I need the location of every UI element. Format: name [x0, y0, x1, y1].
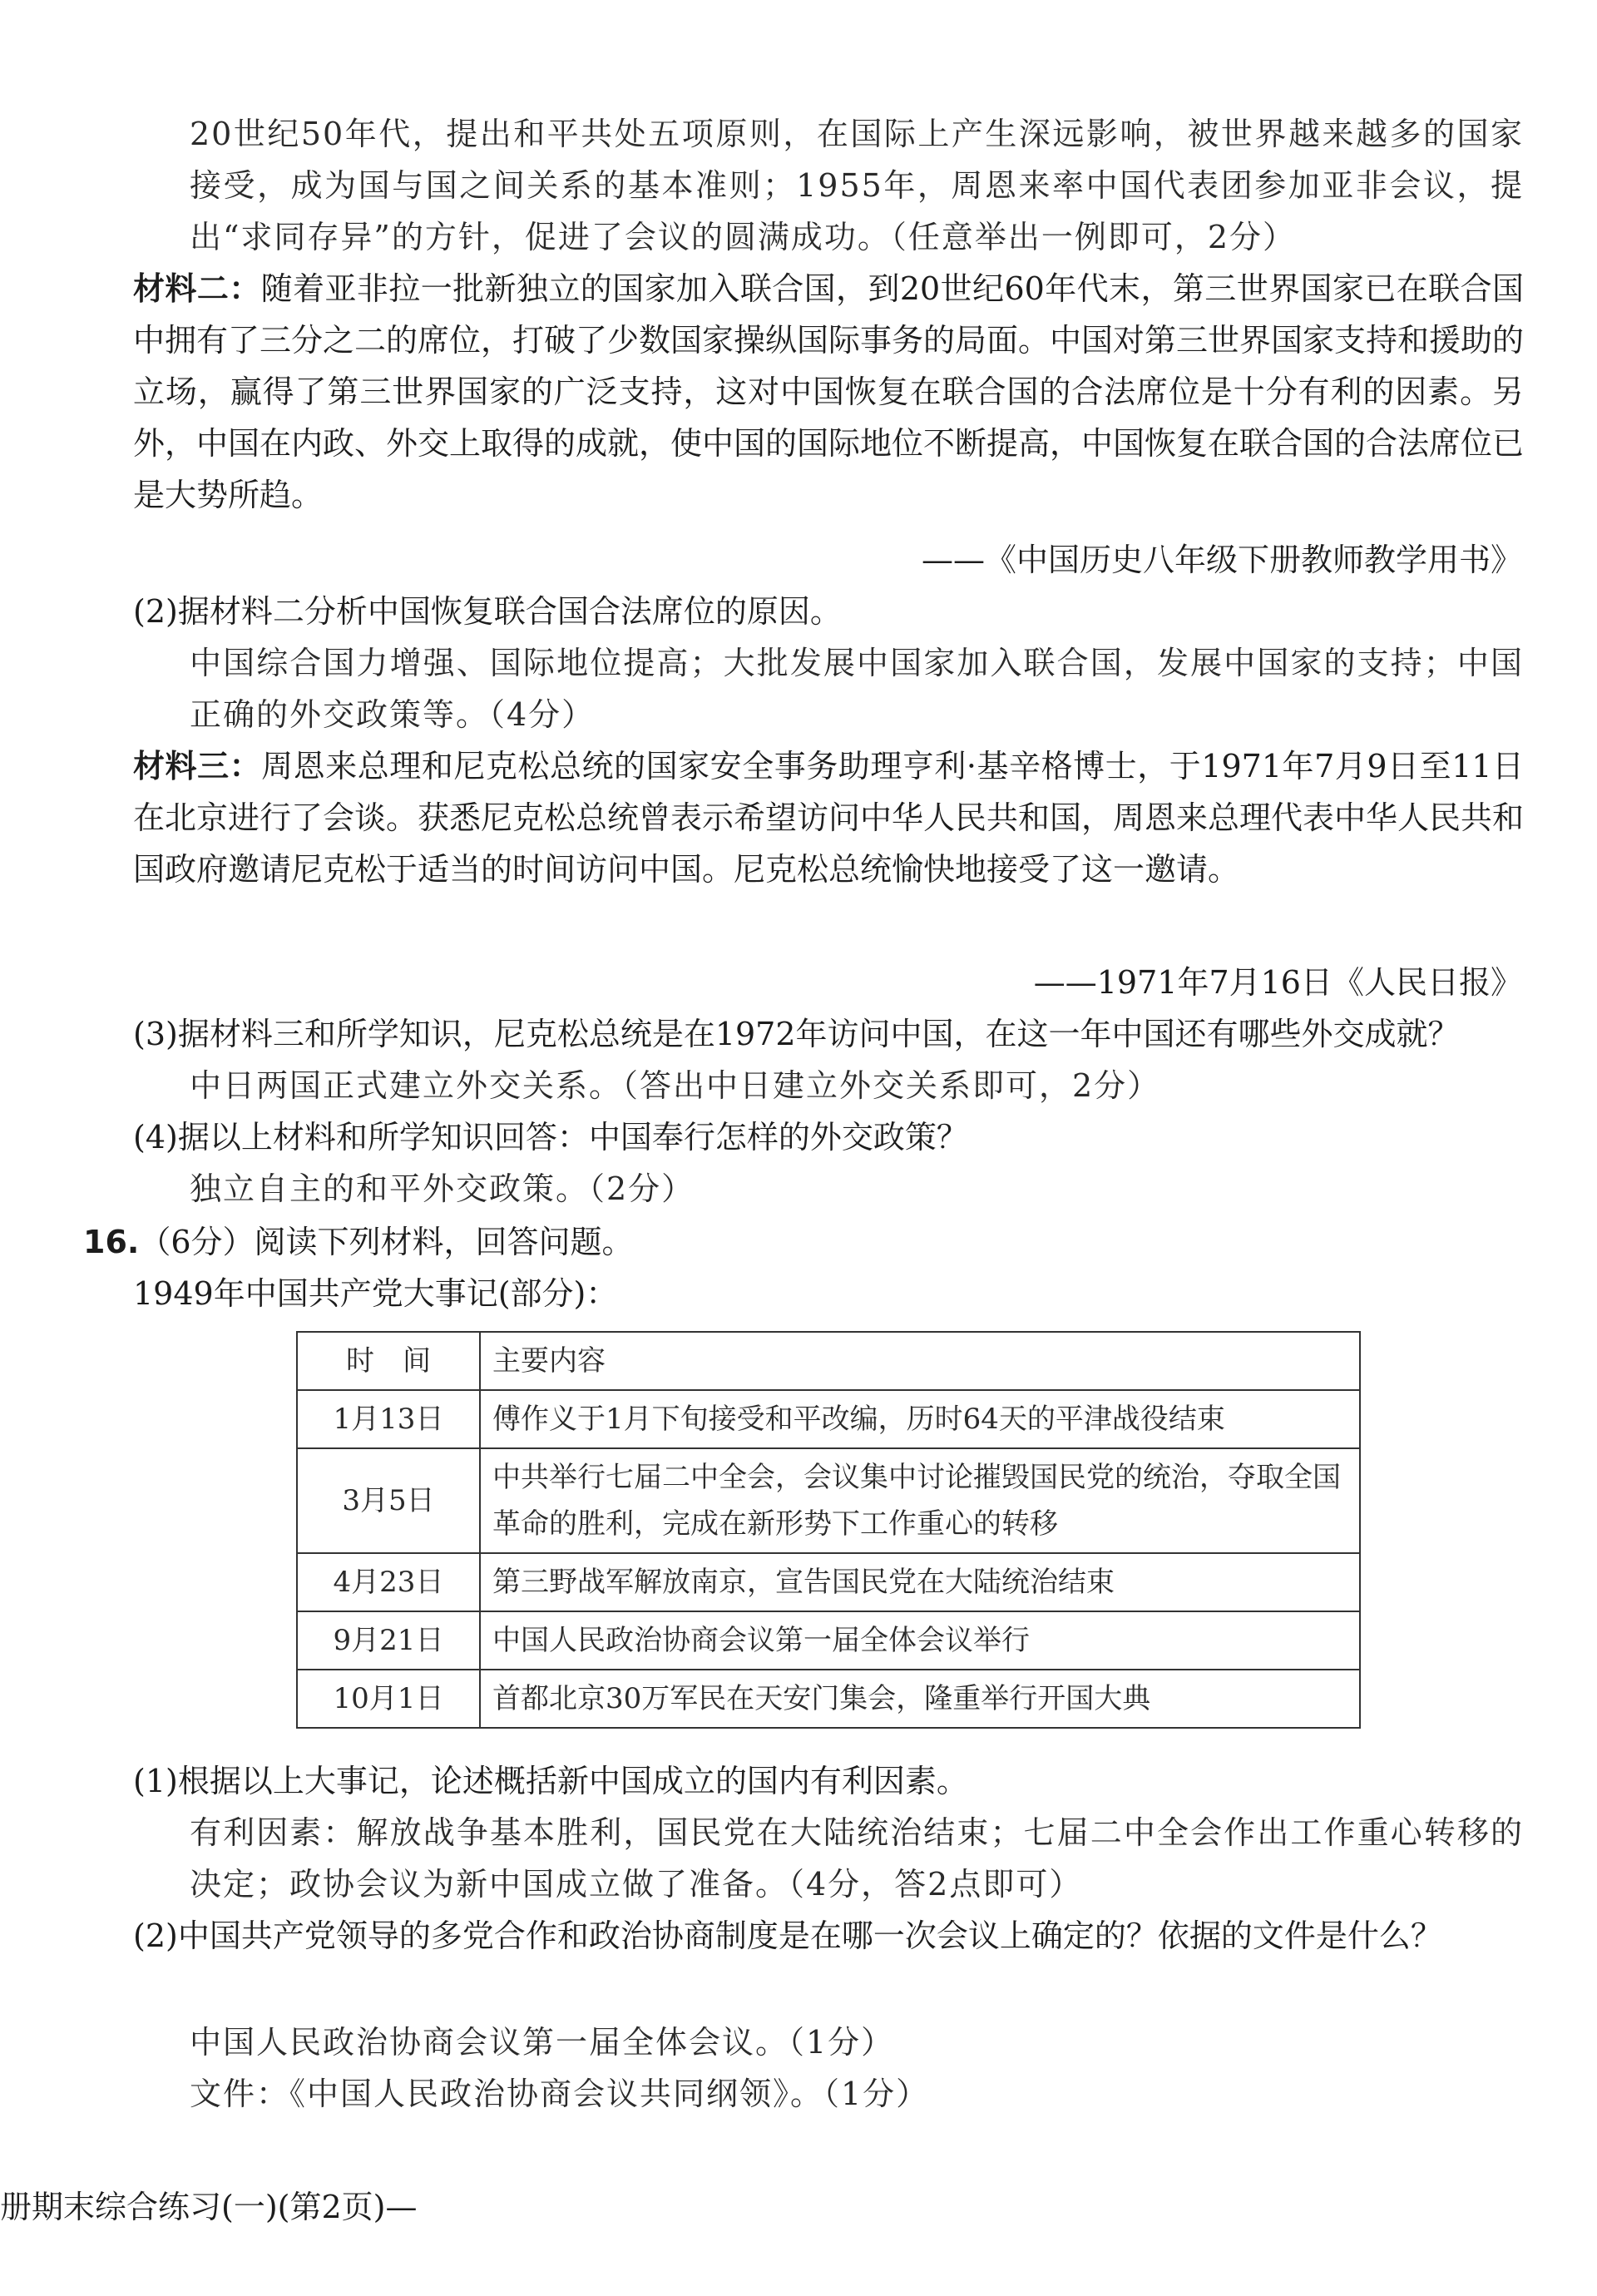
q16-stem — [83, 1216, 1524, 1268]
table-cell-date: 4月23日 — [297, 1553, 480, 1611]
table-cell-content: 中共举行七届二中全会，会议集中讨论摧毁国民党的统治，夺取全国革命的胜利，完成在新形势下工作重心的转移 — [480, 1448, 1360, 1553]
table-cell-content: 第三野战军解放南京，宣告国民党在大陆统治结束 — [480, 1553, 1360, 1611]
q16-answer2a: 中国人民政治协商会议第一届全体会议。（1分） — [190, 2024, 895, 2061]
material2-text: 随着亚非拉一批新独立的国家加入联合国，到20世纪60年代末，第三世界国家已在联合国中拥有了三分之二的席位，打破了少数国家操纵国际事务的局面。中国对第三世界国家支持和援助的立场，赢得了第三世界国家的广泛支持，这对中国恢复在联合国的合法席位是十分有利的因素。另外，中国在内政、外交上取得的成就，使中国的国际地位不断提高，中国恢复在联合国的合法席位已是大势所趋。 — [133, 270, 1525, 513]
q16-intro: 1949年中国共产党大事记(部分)： — [133, 1275, 618, 1312]
table-row — [297, 1670, 1360, 1728]
q16-question2: (2)中国共产党领导的多党合作和政治协商制度是在哪一次会议上确定的？依据的文件是什么？ — [133, 1917, 1442, 1954]
material3-source: ——1971年7月16日《人民日报》 — [1033, 964, 1522, 1001]
material2 — [133, 263, 1524, 521]
page-footer: 册期末综合练习(一)(第2页)— — [0, 2189, 418, 2225]
table-header-row — [297, 1332, 1360, 1390]
table-row — [297, 1448, 1360, 1553]
q15-answer3: 中日两国正式建立外交关系。（答出中日建立外交关系即可，2分） — [190, 1067, 1161, 1104]
q15-question2: (2)据材料二分析中国恢复联合国合法席位的原因。 — [133, 593, 842, 630]
q16-answer2b: 文件：《中国人民政治协商会议共同纲领》。（1分） — [190, 2076, 930, 2112]
material2-source: ——《中国历史八年级下册教师教学用书》 — [921, 542, 1522, 578]
events-table — [296, 1331, 1361, 1729]
q15-answer1: 20世纪50年代，提出和平共处五项原则，在国际上产生深远影响，被世界越来越多的国家接受，成为国与国之间关系的基本准则；1955年，周恩来率中国代表团参加亚非会议，提出“求同存异”的方针，促进了会议的圆满成功。（任意举出一例即可，2分） — [190, 116, 1524, 255]
q15-answer2: 中国综合国力增强、国际地位提高；大批发展中国家加入联合国，发展中国家的支持；中国正确的外交政策等。（4分） — [190, 645, 1524, 733]
q16-number: 16. — [83, 1224, 140, 1260]
table-row — [297, 1390, 1360, 1448]
q15-answer4: 独立自主的和平外交政策。（2分） — [190, 1170, 695, 1207]
q16-stem-text: （6分）阅读下列材料，回答问题。 — [139, 1224, 634, 1260]
table-cell-content: 傅作义于1月下旬接受和平改编，历时64天的平津战役结束 — [480, 1390, 1360, 1448]
q15-question3: (3)据材料三和所学知识，尼克松总统是在1972年访问中国，在这一年中国还有哪些外交成就？ — [133, 1016, 1460, 1052]
table-header-content: 主要内容 — [480, 1332, 1360, 1390]
table-cell-date: 10月1日 — [297, 1670, 480, 1728]
table-header-time: 时 间 — [297, 1332, 480, 1390]
table-cell-date: 1月13日 — [297, 1390, 480, 1448]
table-cell-date: 9月21日 — [297, 1611, 480, 1670]
material2-label: 材料二： — [133, 270, 261, 307]
q16-answer1: 有利因素：解放战争基本胜利，国民党在大陆统治结束；七届二中全会作出工作重心转移的决定；政协会议为新中国成立做了准备。（4分，答2点即可） — [190, 1814, 1524, 1903]
table-cell-content: 中国人民政治协商会议第一届全体会议举行 — [480, 1611, 1360, 1670]
material3-label: 材料三： — [133, 748, 262, 784]
table-cell-date: 3月5日 — [297, 1448, 480, 1553]
q15-question4: (4)据以上材料和所学知识回答：中国奉行怎样的外交政策？ — [133, 1119, 968, 1155]
table-row — [297, 1611, 1360, 1670]
material3-text: 周恩来总理和尼克松总统的国家安全事务助理亨利·基辛格博士，于1971年7月9日至11日在北京进行了会谈。获悉尼克松总统曾表示希望访问中华人民共和国，周恩来总理代表中华人民共和国政府邀请尼克松于适当的时间访问中国。尼克松总统愉快地接受了这一邀请。 — [133, 748, 1525, 888]
q16-question1: (1)根据以上大事记，论述概括新中国成立的国内有利因素。 — [133, 1763, 968, 1799]
table-row — [297, 1553, 1360, 1611]
table-cell-content: 首都北京30万军民在天安门集会，隆重举行开国大典 — [480, 1670, 1360, 1728]
material3 — [133, 740, 1524, 895]
